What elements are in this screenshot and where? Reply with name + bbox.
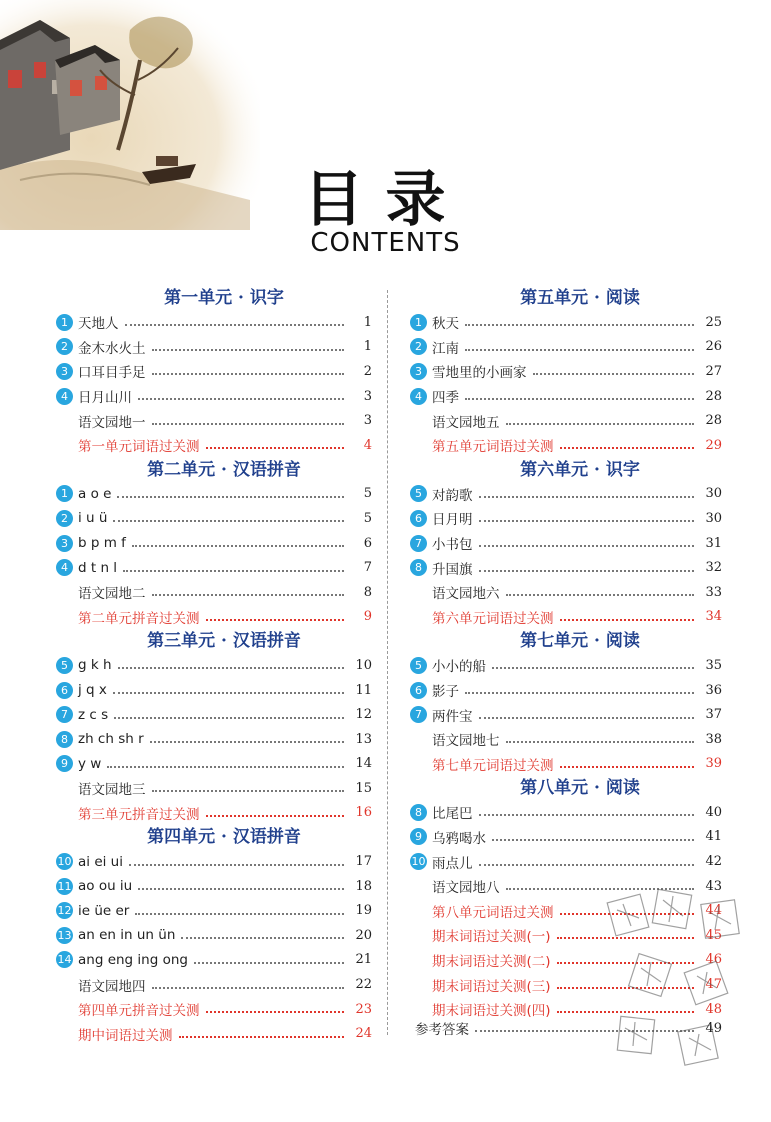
leader-dots [479,814,695,816]
lesson-number-badge: 1 [56,485,73,502]
entry-label: 乌鸦喝水 [432,830,486,847]
toc-entry[interactable] [56,555,372,580]
toc-entry[interactable] [56,359,372,384]
toc-entry[interactable] [410,506,722,531]
page-number: 23 [355,1001,372,1017]
lesson-number-badge: 4 [56,559,73,576]
lesson-number-badge: 2 [410,338,427,355]
leader-dots [113,520,344,522]
leader-dots [206,619,345,621]
leader-dots [492,839,694,841]
lesson-number-badge: 5 [410,657,427,674]
leader-dots [560,447,695,449]
page-number: 47 [705,977,722,993]
leader-dots [479,496,695,498]
page-number: 12 [355,707,372,723]
page-number: 19 [355,903,372,919]
lesson-number-badge: 6 [410,682,427,699]
leader-dots [479,570,695,572]
toc-entry[interactable] [56,506,372,531]
entry-label: a o e [78,485,112,502]
page-number: 5 [363,510,372,526]
page-number: 13 [355,731,372,747]
page-number: 1 [363,339,372,355]
entry-label: z c s [78,706,109,723]
toc-entry[interactable] [410,335,722,360]
toc-entry[interactable] [410,408,722,433]
page-number: 42 [705,854,722,870]
page-number: 31 [705,535,722,551]
page-number: 18 [355,878,372,894]
lesson-number-badge: 2 [56,510,73,527]
toc-entry[interactable] [56,433,372,458]
toc-entry[interactable] [410,849,722,874]
page-number: 30 [705,486,722,502]
toc-entry[interactable] [56,727,372,752]
entry-label: d t n l [78,559,118,576]
leader-dots [152,790,345,792]
page-number: 14 [355,756,372,772]
toc-entry[interactable] [410,605,722,630]
lesson-number-badge: 3 [410,363,427,380]
entry-label: g k h [78,657,112,674]
lesson-number-badge: 6 [410,510,427,527]
toc-entry[interactable] [56,898,372,923]
entry-label: 第二单元拼音过关测 [78,610,200,627]
entry-label: 雪地里的小画家 [432,365,527,382]
lesson-number-badge: 8 [410,804,427,821]
entry-label: 第一单元词语过关测 [78,439,200,456]
leader-dots [506,741,695,743]
toc-entry[interactable] [410,727,722,752]
toc-left-column [56,286,372,1046]
entry-label: 江南 [432,340,459,357]
lesson-number-badge: 4 [56,388,73,405]
page-number: 3 [363,413,372,429]
leader-dots [533,373,695,375]
publisher-stamp-watermark [593,888,763,1088]
page-number: 16 [355,805,372,821]
lesson-number-badge: 5 [410,485,427,502]
entry-label: 升国旗 [432,561,473,578]
page-number: 30 [705,510,722,526]
leader-dots [150,741,344,743]
lesson-number-badge: 13 [57,928,72,942]
unit-heading: 第三单元 · 汉语拼音 [147,631,301,652]
entry-label: 两件宝 [432,708,473,725]
toc-entry[interactable] [56,874,372,899]
page-number: 46 [705,952,722,968]
page-number: 34 [705,609,722,625]
lesson-number-badge: 7 [56,706,73,723]
leader-dots [560,619,695,621]
toc-entry[interactable] [410,653,722,678]
lesson-number-badge: 1 [56,314,73,331]
entry-label: 四季 [432,390,459,407]
page-number: 33 [705,584,722,600]
entry-label: an en in un ün [78,927,176,944]
unit-heading: 第四单元 · 汉语拼音 [147,827,301,848]
toc-entry[interactable] [56,580,372,605]
toc-entry[interactable] [56,531,372,556]
lesson-number-badge: 7 [410,535,427,552]
leader-dots [465,324,694,326]
page-number: 45 [705,927,722,943]
page-number: 1 [363,314,372,330]
toc-entry[interactable] [56,605,372,630]
page-number: 28 [705,413,722,429]
toc-entry[interactable] [410,310,722,335]
toc-entry[interactable] [56,482,372,507]
page-title: 目录 [303,165,468,235]
lesson-number-badge: 3 [56,535,73,552]
toc-entry[interactable] [410,433,722,458]
page-number: 17 [355,854,372,870]
page-number: 41 [705,829,722,845]
unit-heading: 第五单元 · 阅读 [520,288,640,308]
toc-entry[interactable] [56,702,372,727]
leader-dots [132,545,344,547]
answers-label: 参考答案 [415,1022,469,1038]
toc-entry[interactable] [410,531,722,556]
entry-label: 第四单元拼音过关测 [78,1003,200,1020]
entry-label: 第三单元拼音过关测 [78,806,200,823]
entry-label: 小书包 [432,537,473,554]
page-number: 6 [363,535,372,551]
lesson-number-badge: 5 [56,657,73,674]
lesson-number-badge: 2 [56,338,73,355]
leader-dots [492,667,694,669]
toc-entry[interactable] [56,384,372,409]
page-number: 2 [363,363,372,379]
toc-entry[interactable] [56,1021,372,1046]
lesson-number-badge: 3 [56,363,73,380]
entry-label: zh ch sh r [78,731,144,748]
entry-label: 天地人 [78,316,119,333]
page-number: 8 [363,584,372,600]
entry-label: 第五单元词语过关测 [432,439,554,456]
lesson-number-badge: 9 [56,755,73,772]
leader-dots [479,520,695,522]
leader-dots [152,349,345,351]
lesson-number-badge: 7 [410,706,427,723]
leader-dots [152,373,345,375]
entry-label: 语文园地五 [432,414,500,431]
toc-entry[interactable] [56,923,372,948]
leader-dots [135,913,344,915]
page-number: 29 [705,437,722,453]
leader-dots [479,717,695,719]
entry-label: y w [78,755,102,772]
page-number: 44 [705,903,722,919]
toc-entry[interactable] [56,678,372,703]
toc-entry[interactable] [410,752,722,777]
entry-label: 期末词语过关测(一) [432,929,551,946]
page-number: 4 [363,437,372,453]
toc-entry[interactable] [56,948,372,973]
leader-dots [465,398,694,400]
lesson-number-badge: 12 [57,904,72,918]
leader-dots [125,324,345,326]
leader-dots [107,766,344,768]
toc-entry[interactable] [410,825,722,850]
leader-dots [206,447,345,449]
entry-label: 金木水火土 [78,340,146,357]
leader-dots [506,423,695,425]
leader-dots [117,496,344,498]
toc-entry[interactable] [56,849,372,874]
leader-dots [465,692,694,694]
toc-entry[interactable] [56,408,372,433]
page-number: 25 [705,314,722,330]
toc-entry[interactable] [410,384,722,409]
page-number: 48 [705,1001,722,1017]
entry-label: 小小的船 [432,659,486,676]
page-subtitle: CONTENTS [310,228,461,258]
lesson-number-badge: 14 [57,953,72,967]
lesson-number-badge: 11 [57,879,72,893]
unit-heading: 第二单元 · 汉语拼音 [147,459,301,480]
toc-entry[interactable] [56,752,372,777]
lesson-number-badge: 6 [56,682,73,699]
leader-dots [152,423,345,425]
entry-label: i u ü [78,510,108,527]
toc-entry[interactable] [410,482,722,507]
page-number: 3 [363,388,372,404]
leader-dots [113,692,344,694]
page-number: 22 [355,977,372,993]
toc-entry[interactable] [56,801,372,826]
lesson-number-badge: 10 [57,855,72,869]
entry-label: 语文园地六 [432,586,500,603]
leader-dots [181,937,344,939]
toc-entry[interactable] [410,359,722,384]
leader-dots [129,864,344,866]
leader-dots [138,888,344,890]
entry-label: b p m f [78,535,126,552]
column-divider [387,290,388,1035]
unit-heading: 第六单元 · 识字 [520,459,640,480]
page-number: 9 [363,609,372,625]
leader-dots [206,1011,345,1013]
leader-dots [465,349,694,351]
toc-entry[interactable] [56,335,372,360]
entry-label: 雨点儿 [432,855,473,872]
toc-entry[interactable] [56,776,372,801]
unit-heading: 第八单元 · 阅读 [520,778,640,799]
page-number: 38 [705,731,722,747]
entry-label: ang eng ing ong [78,951,188,968]
lesson-number-badge: 8 [410,559,427,576]
entry-label: 语文园地四 [78,978,146,995]
toc-entry[interactable] [410,580,722,605]
leader-dots [194,962,344,964]
leader-dots [152,594,345,596]
leader-dots [118,667,344,669]
unit-heading: 第七单元 · 阅读 [520,631,640,652]
entry-label: ie üe er [78,902,130,919]
entry-label: 语文园地一 [78,414,146,431]
entry-label: 期中词语过关测 [78,1027,173,1044]
entry-label: 语文园地二 [78,586,146,603]
page-number: 27 [705,363,722,379]
entry-label: 比尾巴 [432,806,473,823]
page-number: 20 [355,927,372,943]
page-number: 28 [705,388,722,404]
toc-entry[interactable] [56,653,372,678]
entry-label: 语文园地七 [432,733,500,750]
lesson-number-badge: 8 [56,731,73,748]
entry-label: 对韵歌 [432,487,473,504]
entry-label: 期末词语过关测(三) [432,978,551,995]
entry-label: 口耳目手足 [78,365,146,382]
leader-dots [152,987,345,989]
leader-dots [114,717,344,719]
entry-label: 语文园地三 [78,782,146,799]
lesson-number-badge: 10 [411,855,426,869]
page-number: 39 [705,756,722,772]
leader-dots [123,570,344,572]
lesson-number-badge: 9 [410,828,427,845]
entry-label: 日月山川 [78,390,132,407]
entry-label: 日月明 [432,512,473,529]
entry-label: 第八单元词语过关测 [432,904,554,921]
toc-entry[interactable] [56,997,372,1022]
leader-dots [479,864,695,866]
leader-dots [479,545,695,547]
lesson-number-badge: 1 [410,314,427,331]
page-number: 43 [705,878,722,894]
page-number: 21 [355,952,372,968]
toc-entry[interactable] [56,972,372,997]
entry-label: 影子 [432,684,459,701]
entry-label: 期末词语过关测(二) [432,953,551,970]
page-number: 11 [355,682,372,698]
page-number: 40 [705,804,722,820]
toc-entry[interactable] [410,678,722,703]
entry-label: 第七单元词语过关测 [432,757,554,774]
page-number: 15 [355,780,372,796]
entry-label: ai ei ui [78,853,123,870]
page-number: 36 [705,682,722,698]
entry-label: 秋天 [432,316,459,333]
unit-heading: 第一单元 · 识字 [164,288,284,308]
page-number: 7 [363,560,372,576]
toc-entry[interactable] [56,310,372,335]
leader-dots [179,1036,345,1038]
answers-page-number: 49 [705,1020,722,1036]
page-number: 5 [363,486,372,502]
page-number: 10 [355,657,372,673]
entry-label: ao ou iu [78,878,133,895]
page-number: 35 [705,657,722,673]
entry-label: 期末词语过关测(四) [432,1003,551,1020]
toc-entry[interactable] [410,702,722,727]
lesson-number-badge: 4 [410,388,427,405]
leader-dots [206,815,345,817]
leader-dots [138,398,344,400]
toc-entry[interactable] [410,800,722,825]
page-number: 32 [705,560,722,576]
page-number: 24 [355,1026,372,1042]
leader-dots [506,594,695,596]
page-number: 37 [705,707,722,723]
page-number: 26 [705,339,722,355]
entry-label: 语文园地八 [432,880,500,897]
toc-entry[interactable] [410,555,722,580]
leader-dots [560,766,695,768]
entry-label: 第六单元词语过关测 [432,610,554,627]
entry-label: j q x [78,682,107,699]
